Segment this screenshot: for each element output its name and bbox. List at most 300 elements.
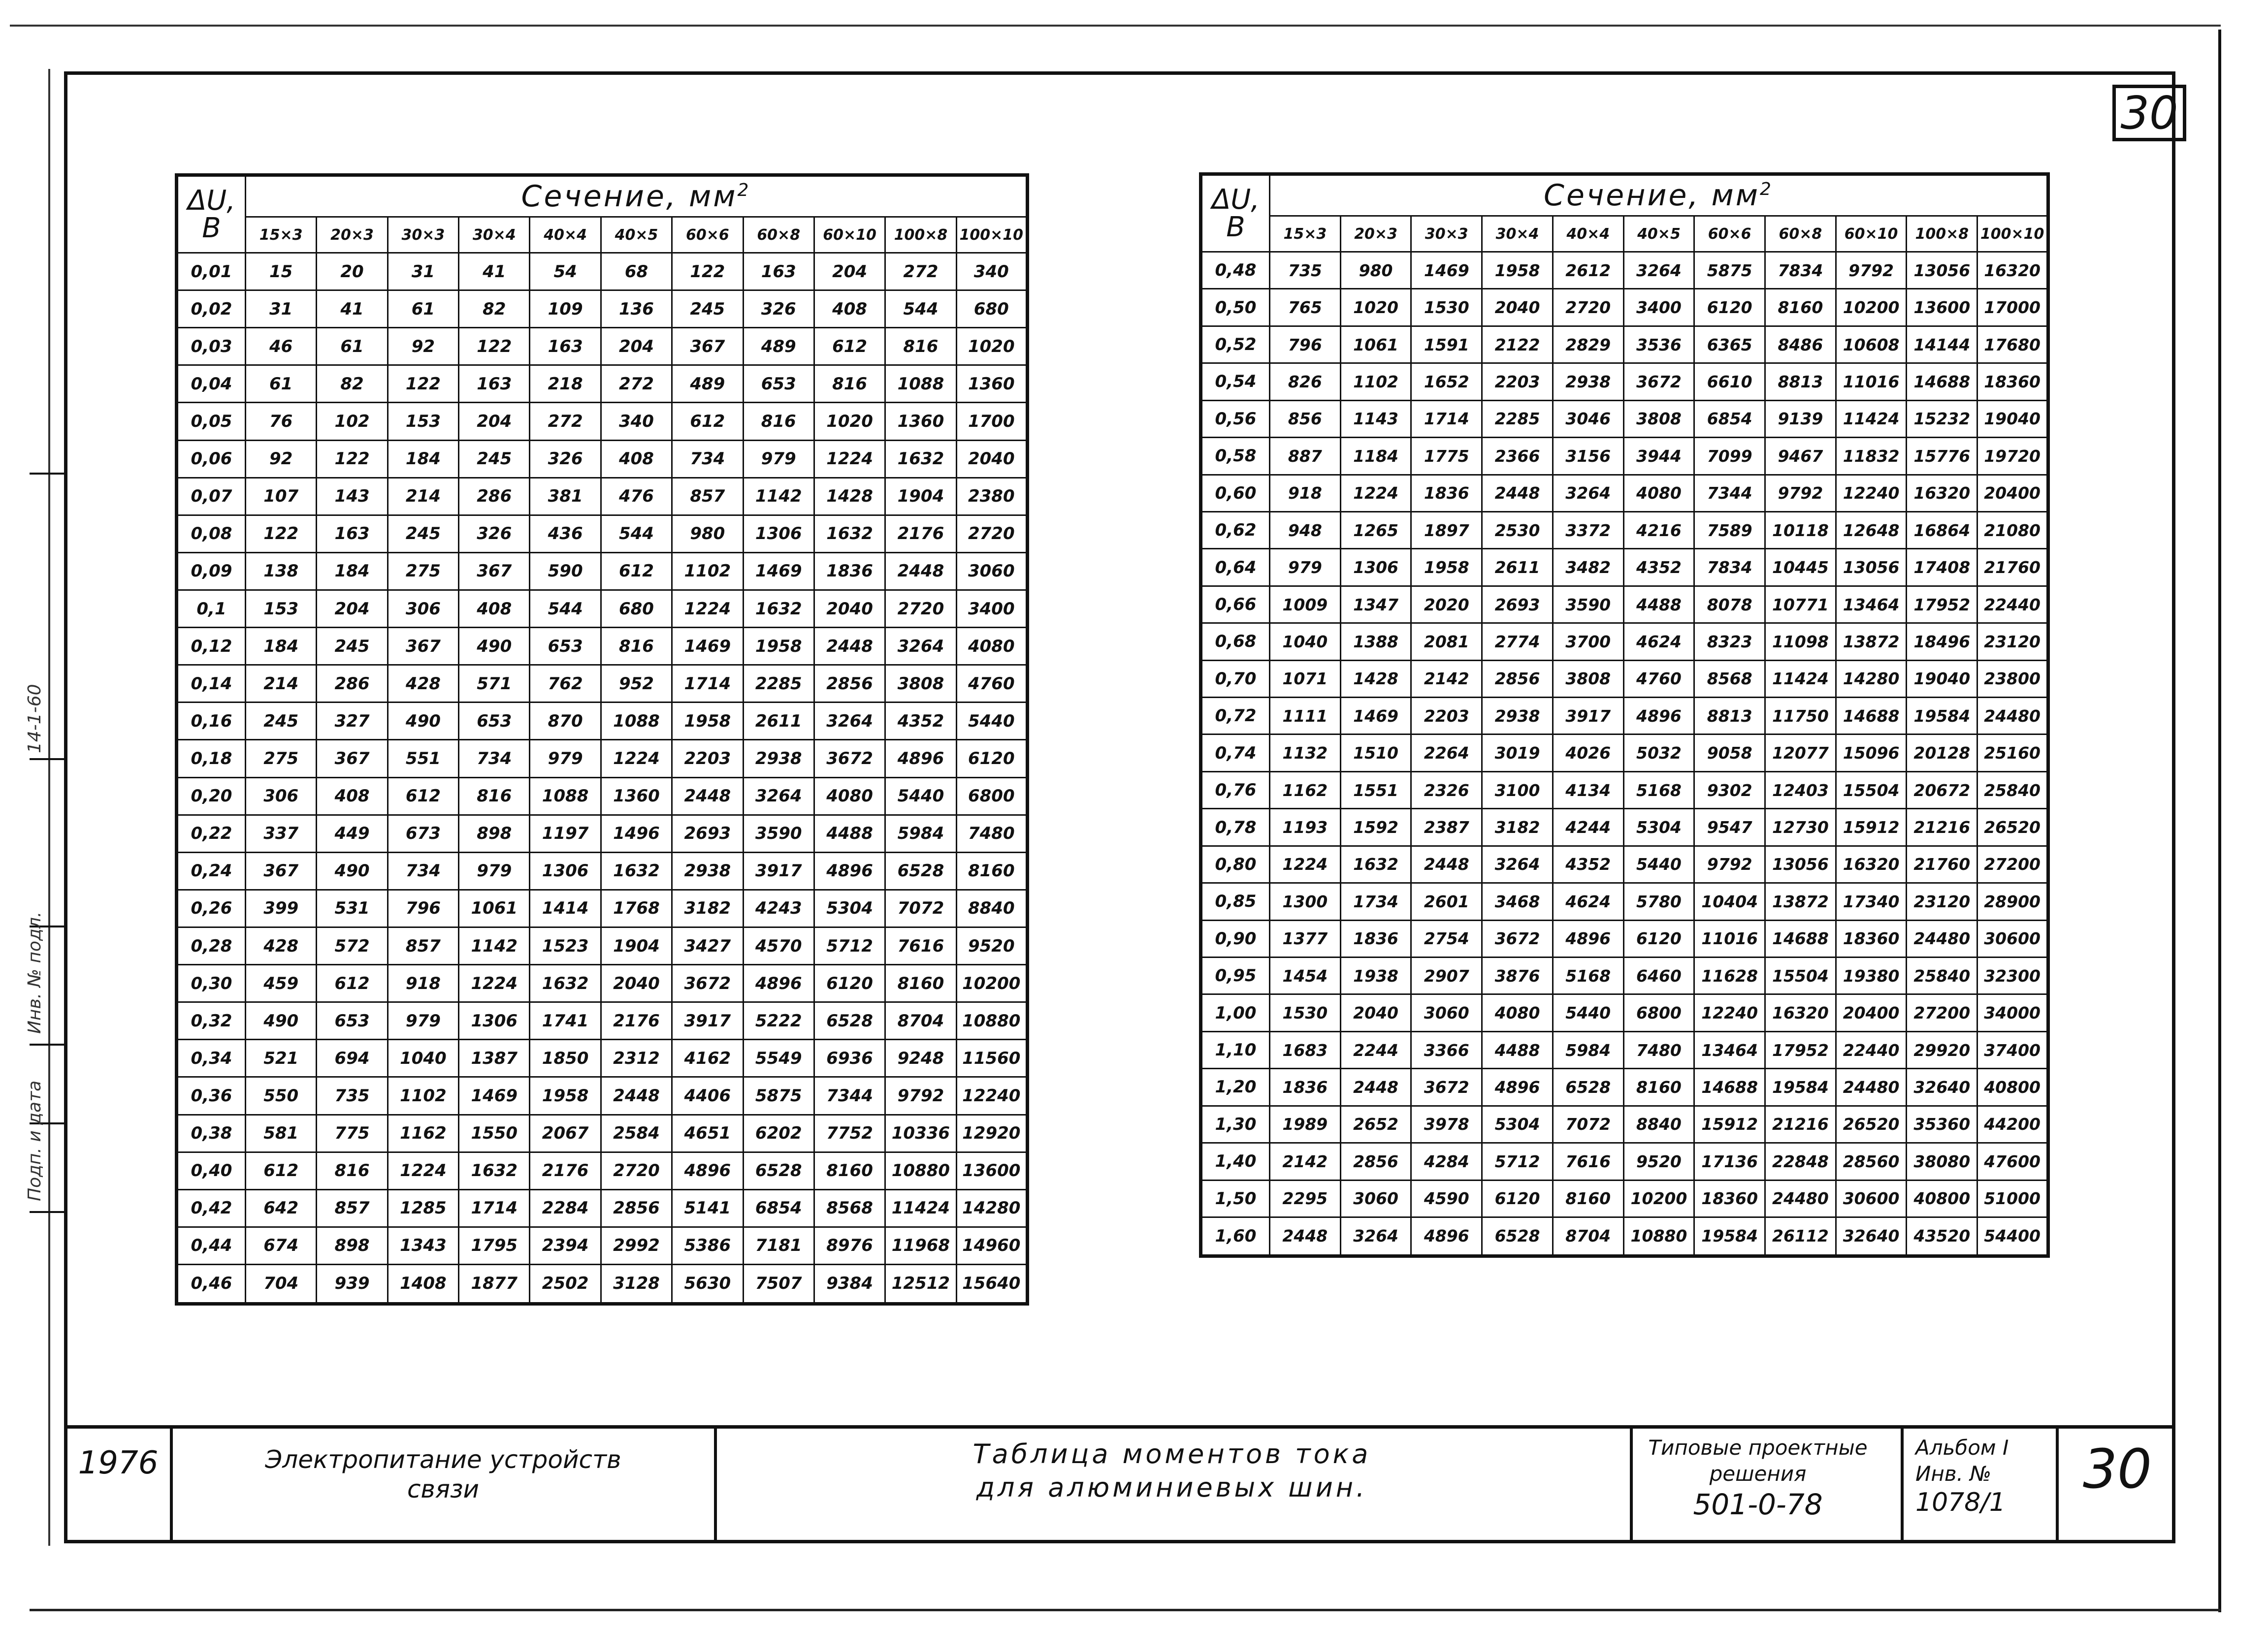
moment-value-cell: 6528	[743, 1152, 814, 1189]
moment-value-cell: 2992	[601, 1227, 672, 1264]
moment-value-cell: 5549	[743, 1040, 814, 1077]
moment-value-cell: 1224	[814, 440, 885, 478]
moment-value-cell: 3264	[743, 777, 814, 815]
moment-value-cell: 17340	[1836, 883, 1907, 920]
column-header: 60×10	[1836, 216, 1907, 252]
moment-table-right	[1199, 172, 2050, 1258]
moment-value-cell: 3264	[1553, 475, 1623, 511]
moment-value-cell: 3400	[1623, 289, 1694, 326]
moment-value-cell: 408	[459, 590, 530, 627]
table-row	[1201, 771, 2048, 808]
drawing-title-line1: Таблица моментов тока	[972, 1438, 1371, 1469]
du-value-cell: 0,06	[177, 440, 246, 478]
du-value-cell: 0,70	[1201, 660, 1270, 697]
moment-value-cell: 1958	[743, 628, 814, 665]
du-value-cell: 0,36	[177, 1077, 246, 1115]
moment-value-cell: 10880	[1623, 1217, 1694, 1256]
moment-value-cell: 32640	[1907, 1069, 1977, 1106]
moment-value-cell: 4243	[743, 890, 814, 927]
moment-value-cell: 9792	[1694, 846, 1765, 883]
moment-value-cell: 1193	[1270, 809, 1341, 846]
moment-value-cell: 6202	[743, 1115, 814, 1152]
moment-value-cell: 980	[1340, 252, 1411, 289]
moment-value-cell: 41	[317, 290, 388, 328]
moment-value-cell: 367	[246, 852, 317, 890]
moment-value-cell: 1285	[388, 1189, 458, 1227]
moment-value-cell: 3672	[814, 740, 885, 777]
moment-value-cell: 816	[814, 365, 885, 403]
moment-value-cell: 816	[743, 403, 814, 440]
moment-value-cell: 2387	[1411, 809, 1482, 846]
moment-value-cell: 24480	[1836, 1069, 1907, 1106]
moment-value-cell: 2938	[1482, 698, 1553, 734]
table-row	[1201, 1217, 2048, 1256]
moment-value-cell: 572	[317, 927, 388, 964]
table-row	[177, 328, 1028, 365]
moment-value-cell: 3264	[1340, 1217, 1411, 1256]
moment-value-cell: 8160	[814, 1152, 885, 1189]
moment-value-cell: 34000	[1977, 994, 2048, 1031]
moment-value-cell: 2448	[672, 777, 743, 815]
margin-stamp-signature: Подп. и дата	[25, 1080, 45, 1201]
moment-value-cell: 7834	[1765, 252, 1836, 289]
table-row	[1201, 1143, 2048, 1180]
moment-value-cell: 122	[672, 253, 743, 290]
moment-value-cell: 2244	[1340, 1031, 1411, 1068]
moment-value-cell: 5304	[814, 890, 885, 927]
moment-value-cell: 11832	[1836, 438, 1907, 475]
moment-value-cell: 10608	[1836, 326, 1907, 363]
moment-value-cell: 1938	[1340, 958, 1411, 994]
table-row	[1201, 846, 2048, 883]
moment-value-cell: 3264	[814, 702, 885, 740]
moment-value-cell: 47600	[1977, 1143, 2048, 1180]
moment-value-cell: 28560	[1836, 1143, 1907, 1180]
moment-value-cell: 4406	[672, 1077, 743, 1115]
moment-value-cell: 3917	[1553, 698, 1623, 734]
du-value-cell: 0,14	[177, 665, 246, 702]
du-value-cell: 0,78	[1201, 809, 1270, 846]
moment-value-cell: 9792	[885, 1077, 956, 1115]
moment-value-cell: 816	[317, 1152, 388, 1189]
moment-value-cell: 1428	[814, 478, 885, 515]
moment-value-cell: 3808	[1623, 400, 1694, 437]
moment-value-cell: 1510	[1340, 734, 1411, 771]
du-value-cell: 0,60	[1201, 475, 1270, 511]
table-row	[1201, 511, 2048, 548]
moment-value-cell: 1741	[530, 1002, 601, 1040]
table-row	[1201, 289, 2048, 326]
moment-value-cell: 5984	[885, 815, 956, 852]
moment-value-cell: 18360	[1694, 1180, 1765, 1217]
table-row	[177, 965, 1028, 1002]
moment-value-cell: 816	[601, 628, 672, 665]
moment-value-cell: 61	[246, 365, 317, 403]
moment-value-cell: 11424	[885, 1189, 956, 1227]
moment-value-cell: 7072	[885, 890, 956, 927]
du-value-cell: 0,20	[177, 777, 246, 815]
moment-value-cell: 1454	[1270, 958, 1341, 994]
table-body	[177, 253, 1028, 1304]
column-header: 30×4	[459, 217, 530, 253]
moment-value-cell: 436	[530, 515, 601, 552]
moment-value-cell: 7834	[1694, 549, 1765, 586]
moment-value-cell: 46	[246, 328, 317, 365]
moment-value-cell: 3590	[743, 815, 814, 852]
moment-value-cell: 2264	[1411, 734, 1482, 771]
moment-value-cell: 3468	[1482, 883, 1553, 920]
moment-value-cell: 4488	[814, 815, 885, 852]
moment-value-cell: 1795	[459, 1227, 530, 1264]
moment-value-cell: 27200	[1907, 994, 1977, 1031]
moment-value-cell: 5222	[743, 1002, 814, 1040]
moment-value-cell: 23120	[1907, 883, 1977, 920]
moment-value-cell: 14960	[956, 1227, 1027, 1264]
moment-value-cell: 490	[459, 628, 530, 665]
moment-value-cell: 15912	[1836, 809, 1907, 846]
moment-value-cell: 4896	[1411, 1217, 1482, 1256]
moment-value-cell: 2754	[1411, 920, 1482, 957]
moment-value-cell: 1347	[1340, 586, 1411, 623]
moment-value-cell: 4624	[1553, 883, 1623, 920]
moment-value-cell: 16320	[1907, 475, 1977, 511]
du-value-cell: 0,74	[1201, 734, 1270, 771]
moment-value-cell: 816	[459, 777, 530, 815]
album-label: Альбом I	[1915, 1436, 2009, 1460]
moment-value-cell: 1523	[530, 927, 601, 964]
moment-value-cell: 8840	[1623, 1106, 1694, 1143]
du-value-cell: 0,90	[1201, 920, 1270, 957]
du-value-cell: 0,03	[177, 328, 246, 365]
moment-value-cell: 3182	[1482, 809, 1553, 846]
moment-value-cell: 612	[388, 777, 458, 815]
moment-value-cell: 15232	[1907, 400, 1977, 437]
moment-value-cell: 612	[246, 1152, 317, 1189]
column-header: 60×8	[1765, 216, 1836, 252]
moment-value-cell: 1836	[814, 552, 885, 590]
moment-value-cell: 163	[459, 365, 530, 403]
moment-value-cell: 2448	[1270, 1217, 1341, 1256]
moment-value-cell: 1306	[530, 852, 601, 890]
moment-value-cell: 544	[601, 515, 672, 552]
moment-value-cell: 1469	[672, 628, 743, 665]
du-value-cell: 0,32	[177, 1002, 246, 1040]
moment-value-cell: 1714	[459, 1189, 530, 1227]
moment-value-cell: 21760	[1977, 549, 2048, 586]
moment-value-cell: 1530	[1270, 994, 1341, 1031]
moment-value-cell: 143	[317, 478, 388, 515]
moment-value-cell: 3060	[1411, 994, 1482, 1031]
moment-value-cell: 2122	[1482, 326, 1553, 363]
moment-value-cell: 1700	[956, 403, 1027, 440]
table-row	[177, 628, 1028, 665]
moment-value-cell: 13872	[1836, 623, 1907, 660]
column-header: 60×6	[1694, 216, 1765, 252]
du-header	[177, 175, 246, 253]
moment-value-cell: 1360	[601, 777, 672, 815]
table-row	[177, 740, 1028, 777]
moment-value-cell: 4216	[1623, 511, 1694, 548]
moment-value-cell: 6120	[956, 740, 1027, 777]
moment-value-cell: 10336	[885, 1115, 956, 1152]
moment-value-cell: 8704	[1553, 1217, 1623, 1256]
moment-value-cell: 1836	[1411, 475, 1482, 511]
outer-border-left	[48, 69, 50, 1546]
du-header-label: ΔU,	[1211, 183, 1260, 216]
moment-value-cell: 54	[530, 253, 601, 290]
moment-value-cell: 979	[1270, 549, 1341, 586]
moment-value-cell: 11560	[956, 1040, 1027, 1077]
moment-value-cell: 2720	[885, 590, 956, 627]
table-row	[1201, 660, 2048, 697]
moment-value-cell: 367	[388, 628, 458, 665]
moment-value-cell: 5630	[672, 1264, 743, 1304]
moment-value-cell: 1020	[1340, 289, 1411, 326]
moment-value-cell: 40800	[1977, 1069, 2048, 1106]
moment-value-cell: 2067	[530, 1115, 601, 1152]
du-value-cell: 0,01	[177, 253, 246, 290]
moment-value-cell: 2394	[530, 1227, 601, 1264]
section-header-sup: 2	[1760, 179, 1773, 199]
moment-value-cell: 1958	[1411, 549, 1482, 586]
margin-tick	[30, 1044, 64, 1046]
moment-value-cell: 13872	[1765, 883, 1836, 920]
moment-value-cell: 4896	[1482, 1069, 1553, 1106]
moment-value-cell: 13056	[1765, 846, 1836, 883]
moment-value-cell: 544	[885, 290, 956, 328]
moment-value-cell: 1414	[530, 890, 601, 927]
moment-value-cell: 381	[530, 478, 601, 515]
moment-value-cell: 5304	[1482, 1106, 1553, 1143]
moment-value-cell: 521	[246, 1040, 317, 1077]
moment-value-cell: 856	[1270, 400, 1341, 437]
moment-value-cell: 18360	[1977, 363, 2048, 400]
moment-value-cell: 20400	[1977, 475, 2048, 511]
moment-value-cell: 5440	[1623, 846, 1694, 883]
du-value-cell: 0,28	[177, 927, 246, 964]
moment-value-cell: 3672	[1482, 920, 1553, 957]
du-value-cell: 0,44	[177, 1227, 246, 1264]
moment-value-cell: 6610	[1694, 363, 1765, 400]
moment-value-cell: 2938	[743, 740, 814, 777]
table-row	[1201, 920, 2048, 957]
moment-value-cell: 1360	[885, 403, 956, 440]
moment-value-cell: 544	[530, 590, 601, 627]
moment-value-cell: 1850	[530, 1040, 601, 1077]
du-value-cell: 1,30	[1201, 1106, 1270, 1143]
moment-value-cell: 17952	[1765, 1031, 1836, 1068]
moment-value-cell: 1989	[1270, 1106, 1341, 1143]
moment-value-cell: 1387	[459, 1040, 530, 1077]
moment-value-cell: 642	[246, 1189, 317, 1227]
moment-value-cell: 2856	[1340, 1143, 1411, 1180]
moment-value-cell: 9520	[956, 927, 1027, 964]
table-row	[1201, 363, 2048, 400]
moment-value-cell: 23800	[1977, 660, 2048, 697]
moment-value-cell: 1162	[388, 1115, 458, 1152]
moment-value-cell: 857	[317, 1189, 388, 1227]
moment-value-cell: 6120	[814, 965, 885, 1002]
moment-value-cell: 459	[246, 965, 317, 1002]
moment-value-cell: 653	[317, 1002, 388, 1040]
column-header: 100×10	[956, 217, 1027, 253]
moment-value-cell: 12730	[1765, 809, 1836, 846]
moment-value-cell: 4026	[1553, 734, 1623, 771]
moment-value-cell: 326	[530, 440, 601, 478]
moment-value-cell: 2040	[1340, 994, 1411, 1031]
table-row	[1201, 994, 2048, 1031]
drawing-title-line2: для алюминиевых шин.	[976, 1471, 1368, 1503]
moment-value-cell: 306	[246, 777, 317, 815]
outer-border-right	[2218, 30, 2221, 1612]
moment-value-cell: 1040	[388, 1040, 458, 1077]
moment-value-cell: 5875	[1694, 252, 1765, 289]
moment-value-cell: 2142	[1270, 1143, 1341, 1180]
moment-value-cell: 2693	[672, 815, 743, 852]
moment-value-cell: 3978	[1411, 1106, 1482, 1143]
table-row	[1201, 326, 2048, 363]
moment-value-cell: 816	[885, 328, 956, 365]
moment-value-cell: 1904	[601, 927, 672, 964]
moment-value-cell: 10771	[1765, 586, 1836, 623]
moment-value-cell: 2295	[1270, 1180, 1341, 1217]
moment-value-cell: 1877	[459, 1264, 530, 1304]
column-header: 60×8	[743, 217, 814, 253]
moment-value-cell: 612	[317, 965, 388, 1002]
moment-value-cell: 898	[459, 815, 530, 852]
moment-value-cell: 6800	[1623, 994, 1694, 1031]
moment-value-cell: 12403	[1765, 771, 1836, 808]
du-value-cell: 0,24	[177, 852, 246, 890]
table-row	[177, 702, 1028, 740]
moment-value-cell: 245	[459, 440, 530, 478]
table-row	[1201, 734, 2048, 771]
moment-value-cell: 272	[885, 253, 956, 290]
du-header-unit: B	[1226, 211, 1245, 243]
moment-value-cell: 1061	[459, 890, 530, 927]
moment-value-cell: 76	[246, 403, 317, 440]
moment-value-cell: 20672	[1907, 771, 1977, 808]
moment-value-cell: 214	[388, 478, 458, 515]
moment-value-cell: 18360	[1836, 920, 1907, 957]
moment-value-cell: 136	[601, 290, 672, 328]
moment-value-cell: 14688	[1907, 363, 1977, 400]
moment-value-cell: 9520	[1623, 1143, 1694, 1180]
moment-value-cell: 2040	[601, 965, 672, 1002]
moment-value-cell: 12077	[1765, 734, 1836, 771]
moment-value-cell: 3672	[1623, 363, 1694, 400]
moment-value-cell: 1388	[1340, 623, 1411, 660]
moment-value-cell: 4896	[1623, 698, 1694, 734]
moment-value-cell: 37400	[1977, 1031, 2048, 1068]
table-row	[1201, 1069, 2048, 1106]
title-block-divider	[1901, 1425, 1904, 1543]
series-block	[1630, 1435, 1886, 1523]
moment-value-cell: 2938	[672, 852, 743, 890]
du-value-cell: 0,68	[1201, 623, 1270, 660]
moment-value-cell: 13464	[1694, 1031, 1765, 1068]
moment-value-cell: 3366	[1411, 1031, 1482, 1068]
moment-value-cell: 408	[317, 777, 388, 815]
moment-value-cell: 1897	[1411, 511, 1482, 548]
moment-value-cell: 11424	[1765, 660, 1836, 697]
moment-value-cell: 6460	[1623, 958, 1694, 994]
moment-value-cell: 5440	[956, 702, 1027, 740]
moment-value-cell: 122	[459, 328, 530, 365]
moment-value-cell: 14280	[1836, 660, 1907, 697]
moment-value-cell: 1020	[956, 328, 1027, 365]
moment-value-cell: 5168	[1623, 771, 1694, 808]
margin-stamp-code: 14-1-60	[25, 684, 45, 753]
moment-value-cell: 122	[246, 515, 317, 552]
table-row	[1201, 623, 2048, 660]
moment-value-cell: 1683	[1270, 1031, 1341, 1068]
moment-value-cell: 7344	[1694, 475, 1765, 511]
du-value-cell: 0,04	[177, 365, 246, 403]
moment-value-cell: 25160	[1977, 734, 2048, 771]
moment-value-cell: 5141	[672, 1189, 743, 1227]
moment-value-cell: 1102	[672, 552, 743, 590]
moment-value-cell: 204	[814, 253, 885, 290]
du-value-cell: 0,62	[1201, 511, 1270, 548]
moment-value-cell: 11424	[1836, 400, 1907, 437]
moment-value-cell: 1469	[743, 552, 814, 590]
moment-value-cell: 1300	[1270, 883, 1341, 920]
moment-value-cell: 7099	[1694, 438, 1765, 475]
moment-value-cell: 796	[1270, 326, 1341, 363]
moment-value-cell: 1530	[1411, 289, 1482, 326]
moment-value-cell: 4080	[1482, 994, 1553, 1031]
moment-value-cell: 14280	[956, 1189, 1027, 1227]
moment-value-cell: 3917	[672, 1002, 743, 1040]
moment-value-cell: 10200	[956, 965, 1027, 1002]
moment-value-cell: 1306	[459, 1002, 530, 1040]
moment-value-cell: 19380	[1836, 958, 1907, 994]
moment-value-cell: 51000	[1977, 1180, 2048, 1217]
moment-value-cell: 1020	[814, 403, 885, 440]
moment-value-cell: 8568	[814, 1189, 885, 1227]
moment-value-cell: 581	[246, 1115, 317, 1152]
table-body	[1201, 252, 2048, 1256]
moment-value-cell: 612	[672, 403, 743, 440]
moment-value-cell: 3372	[1553, 511, 1623, 548]
du-value-cell: 0,30	[177, 965, 246, 1002]
table-row	[1201, 1180, 2048, 1217]
moment-value-cell: 2448	[1482, 475, 1553, 511]
moment-value-cell: 3060	[956, 552, 1027, 590]
moment-value-cell: 4284	[1411, 1143, 1482, 1180]
du-header-unit: B	[202, 212, 221, 244]
moment-value-cell: 3156	[1553, 438, 1623, 475]
moment-value-cell: 3536	[1623, 326, 1694, 363]
moment-value-cell: 17680	[1977, 326, 2048, 363]
moment-value-cell: 19040	[1977, 400, 2048, 437]
moment-value-cell: 13464	[1836, 586, 1907, 623]
moment-value-cell: 43520	[1907, 1217, 1977, 1256]
moment-value-cell: 29920	[1907, 1031, 1977, 1068]
moment-value-cell: 2040	[814, 590, 885, 627]
table-row	[177, 365, 1028, 403]
moment-table-left	[175, 173, 1029, 1306]
moment-value-cell: 204	[459, 403, 530, 440]
moment-value-cell: 979	[743, 440, 814, 478]
moment-value-cell: 2938	[1553, 363, 1623, 400]
moment-value-cell: 21080	[1977, 511, 2048, 548]
table-row	[177, 1227, 1028, 1264]
du-value-cell: 0,38	[177, 1115, 246, 1152]
moment-value-cell: 1836	[1340, 920, 1411, 957]
moment-value-cell: 12240	[956, 1077, 1027, 1115]
